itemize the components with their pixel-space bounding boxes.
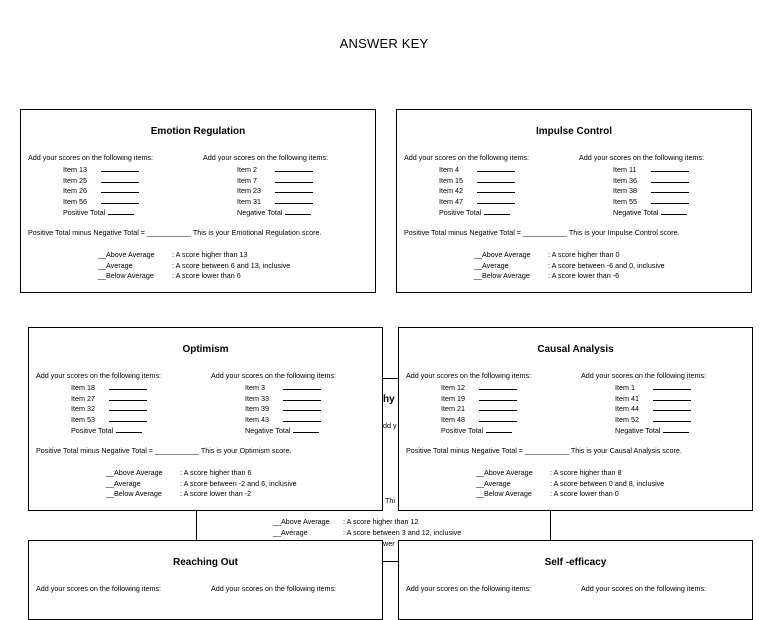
score-blank[interactable] (283, 414, 321, 422)
score-total-line: Positive Total minus Negative Total = ___________ This is your Causal Analysis score. (406, 446, 682, 455)
item-label: Item 15 (439, 175, 463, 185)
rating-below (474, 271, 619, 282)
score-total-line: Positive Total minus Negative Total = ___________ This is your Optimism score. (36, 446, 292, 455)
negative-total-label: Negative Total (237, 208, 283, 217)
score-blank[interactable] (651, 185, 689, 193)
optimism-box (28, 327, 383, 511)
rating-average (474, 261, 665, 272)
rating-label: __Below Average (98, 271, 154, 281)
item-label: Item 31 (237, 196, 261, 206)
positive-item (71, 414, 147, 426)
rating-label: __Above Average (474, 250, 531, 259)
reaching-out-box (28, 540, 383, 620)
negative-items-instruction: Add your scores on the following items: (211, 371, 337, 380)
optimism-heading: Optimism (182, 344, 229, 355)
positive-items-instruction: Add your scores on the following items: (406, 584, 532, 593)
behind-rating-average-desc: : A score between 3 and 12, inclusive (343, 528, 462, 537)
rating-description: : A score lower than 0 (550, 489, 619, 499)
item-label: Item 3 (245, 383, 265, 392)
score-blank[interactable] (653, 403, 691, 411)
score-blank[interactable] (653, 382, 691, 390)
rating-description: : A score lower than -2 (180, 489, 252, 499)
negative-items-instruction: Add your scores on the following items: (579, 153, 705, 162)
score-blank[interactable] (653, 393, 691, 401)
positive-total (439, 207, 510, 219)
score-blank[interactable] (109, 382, 147, 390)
negative-total-blank[interactable] (293, 425, 319, 433)
rating-description: : A score between 0 and 8, inclusive (550, 478, 665, 488)
item-label: Item 2 (237, 165, 257, 174)
positive-total-blank[interactable] (486, 425, 512, 433)
item-label: Item 25 (63, 175, 87, 185)
behind-rating-above (273, 517, 419, 526)
rating-description: : A score higher than 8 (550, 468, 622, 477)
rating-label: __Average (474, 260, 509, 270)
negative-total (237, 207, 311, 219)
negative-total (245, 425, 319, 437)
rating-description: : A score between -6 and 0, inclusive (548, 260, 665, 270)
negative-total-blank[interactable] (663, 425, 689, 433)
negative-items-instruction: Add your scores on the following items: (581, 371, 707, 380)
behind-total-fragment: Thi (385, 496, 395, 505)
positive-item (439, 196, 515, 208)
item-label: Item 56 (63, 196, 87, 206)
impulse-control-box (396, 109, 752, 293)
item-label: Item 18 (71, 383, 95, 392)
item-label: Item 41 (615, 393, 639, 403)
rating-label: __Below Average (106, 489, 162, 499)
self-efficacy-heading: Self -efficacy (544, 557, 607, 568)
behind-instruction-fragment: dd y (383, 421, 397, 430)
positive-items-instruction: Add your scores on the following items: (36, 584, 162, 593)
positive-total (441, 425, 512, 437)
item-label: Item 33 (245, 393, 269, 403)
positive-total-blank[interactable] (108, 207, 134, 215)
negative-items-instruction: Add your scores on the following items: (581, 584, 707, 593)
score-blank[interactable] (477, 196, 515, 204)
rating-description: : A score higher than 6 (180, 468, 252, 477)
rating-average (476, 479, 664, 490)
item-label: Item 13 (63, 165, 87, 174)
score-blank[interactable] (101, 196, 139, 204)
positive-total-label: Positive Total (71, 426, 114, 435)
positive-items-instruction: Add your scores on the following items: (28, 153, 154, 162)
score-blank[interactable] (109, 414, 147, 422)
impulse-control-heading: Impulse Control (535, 126, 613, 137)
score-blank[interactable] (109, 393, 147, 401)
negative-items-instruction: Add your scores on the following items: (203, 153, 329, 162)
positive-total (71, 425, 142, 437)
item-label: Item 19 (441, 393, 465, 403)
negative-item (245, 414, 321, 426)
page-title: ANSWER KEY (339, 36, 429, 51)
item-label: Item 11 (613, 165, 637, 174)
rating-label: __Above Average (98, 250, 155, 259)
score-blank[interactable] (651, 196, 689, 204)
score-blank[interactable] (477, 185, 515, 193)
score-blank[interactable] (477, 175, 515, 183)
rating-label: __Average (476, 478, 511, 488)
negative-item (613, 196, 689, 208)
negative-total (615, 425, 689, 437)
rating-label: __Average (106, 478, 141, 488)
score-blank[interactable] (477, 164, 515, 172)
positive-total (63, 207, 134, 219)
rating-description: : A score between -2 and 6, inclusive (180, 478, 297, 488)
score-blank[interactable] (101, 164, 139, 172)
rating-description: : A score between 6 and 13, inclusive (172, 260, 291, 270)
rating-above (98, 250, 248, 261)
score-blank[interactable] (101, 185, 139, 193)
score-blank[interactable] (479, 382, 517, 390)
positive-item (441, 414, 517, 426)
rating-description: : A score higher than 13 (172, 250, 248, 259)
score-blank[interactable] (275, 185, 313, 193)
positive-total-label: Positive Total (439, 208, 482, 217)
item-label: Item 26 (63, 186, 87, 196)
rating-label: __Below Average (474, 271, 530, 281)
score-blank[interactable] (283, 403, 321, 411)
item-label: Item 7 (237, 175, 257, 185)
item-label: Item 12 (441, 383, 465, 392)
item-label: Item 4 (439, 165, 459, 174)
score-blank[interactable] (651, 175, 689, 183)
rating-description: : A score lower than 6 (172, 271, 241, 281)
negative-total-blank[interactable] (661, 207, 687, 215)
emotion-regulation-box (20, 109, 376, 293)
positive-item (63, 196, 139, 208)
positive-items-instruction: Add your scores on the following items: (36, 371, 162, 380)
item-label: Item 42 (439, 186, 463, 196)
rating-below (106, 489, 251, 500)
rating-average (98, 261, 290, 272)
negative-total-label: Negative Total (245, 426, 291, 435)
rating-label: __Above Average (106, 468, 163, 477)
rating-above (476, 468, 622, 479)
self-efficacy-box (398, 540, 753, 620)
item-label: Item 21 (441, 404, 465, 414)
item-label: Item 44 (615, 404, 639, 414)
positive-items-instruction: Add your scores on the following items: (406, 371, 532, 380)
behind-heading-fragment: hy (383, 394, 395, 405)
score-blank[interactable] (101, 175, 139, 183)
positive-total-blank[interactable] (484, 207, 510, 215)
item-label: Item 55 (613, 196, 637, 206)
negative-total (613, 207, 687, 219)
score-blank[interactable] (283, 382, 321, 390)
rating-below (476, 489, 619, 500)
score-total-line: Positive Total minus Negative Total = ___________ This is your Impulse Control score. (404, 228, 680, 237)
score-blank[interactable] (479, 403, 517, 411)
rating-label: __Above Average (476, 468, 533, 477)
behind-rating-above-label: __Above Average (273, 517, 330, 526)
positive-total-label: Positive Total (441, 426, 484, 435)
score-blank[interactable] (275, 164, 313, 172)
positive-total-label: Positive Total (63, 208, 106, 217)
item-label: Item 47 (439, 196, 463, 206)
rating-average (106, 479, 297, 490)
causal-analysis-box (398, 327, 753, 511)
score-blank[interactable] (479, 393, 517, 401)
item-label: Item 36 (613, 175, 637, 185)
causal-analysis-heading: Causal Analysis (537, 344, 614, 355)
score-blank[interactable] (479, 414, 517, 422)
item-label: Item 43 (245, 414, 269, 424)
negative-item (615, 414, 691, 426)
rating-description: : A score higher than 0 (548, 250, 620, 259)
item-label: Item 1 (615, 383, 635, 392)
negative-total-label: Negative Total (613, 208, 659, 217)
negative-items-instruction: Add your scores on the following items: (211, 584, 337, 593)
item-label: Item 39 (245, 404, 269, 414)
score-blank[interactable] (109, 403, 147, 411)
positive-total-blank[interactable] (116, 425, 142, 433)
behind-below-fragment: wer (383, 539, 395, 548)
item-label: Item 53 (71, 414, 95, 424)
rating-description: : A score lower than -6 (548, 271, 620, 281)
item-label: Item 27 (71, 393, 95, 403)
negative-item (237, 196, 313, 208)
item-label: Item 38 (613, 186, 637, 196)
item-label: Item 48 (441, 414, 465, 424)
item-label: Item 52 (615, 414, 639, 424)
behind-rating-average (273, 528, 461, 537)
negative-total-blank[interactable] (285, 207, 311, 215)
score-blank[interactable] (275, 175, 313, 183)
behind-rating-average-label: __Average (273, 528, 308, 537)
rating-above (106, 468, 252, 479)
score-total-line: Positive Total minus Negative Total = ___________ This is your Emotional Regulation score. (28, 228, 322, 237)
score-blank[interactable] (651, 164, 689, 172)
score-blank[interactable] (275, 196, 313, 204)
emotion-regulation-heading: Emotion Regulation (150, 126, 246, 137)
rating-above (474, 250, 620, 261)
positive-items-instruction: Add your scores on the following items: (404, 153, 530, 162)
negative-total-label: Negative Total (615, 426, 661, 435)
behind-rating-above-desc: : A score higher than 12 (343, 517, 419, 526)
rating-label: __Below Average (476, 489, 532, 499)
reaching-out-heading: Reaching Out (172, 557, 238, 568)
score-blank[interactable] (283, 393, 321, 401)
rating-below (98, 271, 241, 282)
item-label: Item 32 (71, 404, 95, 414)
rating-label: __Average (98, 260, 133, 270)
score-blank[interactable] (653, 414, 691, 422)
item-label: Item 23 (237, 186, 261, 196)
